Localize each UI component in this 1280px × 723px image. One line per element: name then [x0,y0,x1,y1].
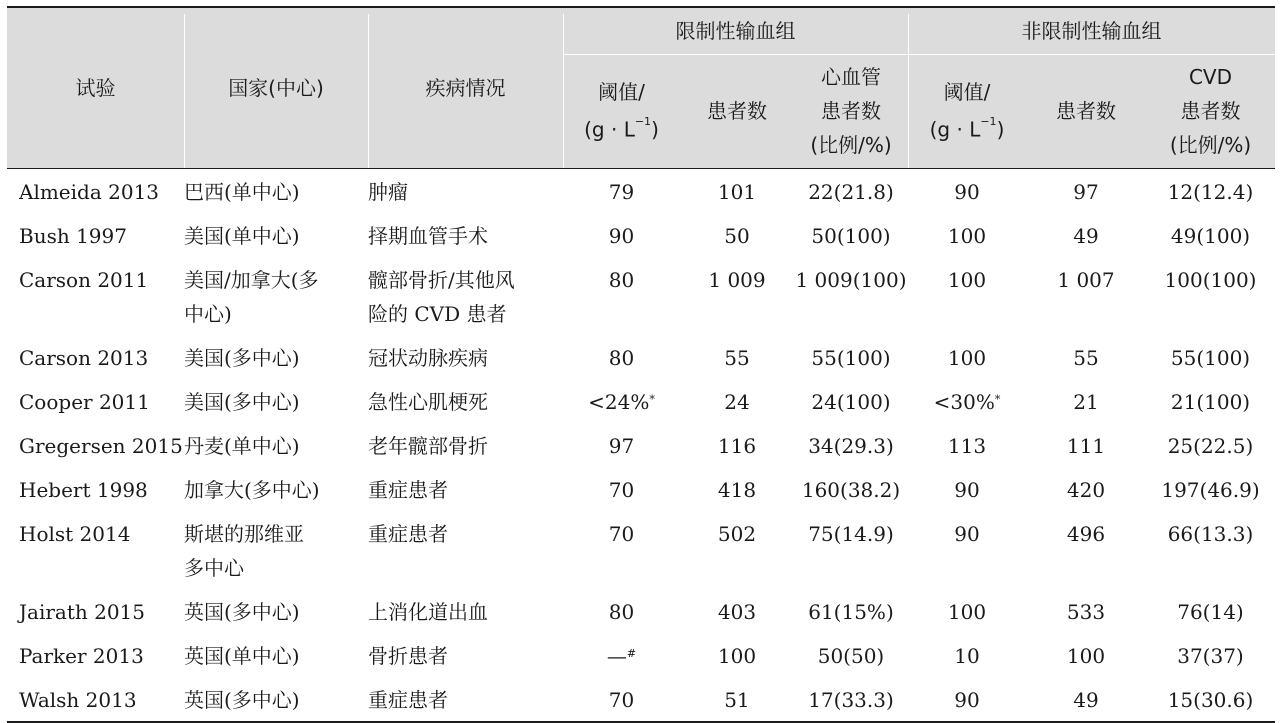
disease-line: 重症患者 [368,522,448,546]
l-cvd-value: 66(13.3) [1167,522,1254,546]
header-r-threshold [563,54,680,168]
l-cvd-value: 197(46.9) [1161,478,1260,502]
cell-r-patients [680,379,794,423]
l-patients-value: 1 007 [1057,268,1115,292]
header-l-threshold [908,54,1026,168]
cell-r-patients [680,213,794,257]
cell-l-patients [1026,257,1146,335]
r-cv-value: 75(14.9) [808,522,894,546]
header-country-label: 国家(中心) [228,76,324,100]
disease-line: 择期血管手术 [368,224,488,248]
cell-disease [368,169,563,213]
cell-country [184,511,368,589]
r-threshold-value: 80 [608,600,635,624]
cell-trial [7,335,184,379]
cell-l-cvd [1146,589,1275,633]
country-line: 多中心 [184,556,244,580]
l-cvd-value: 21(100) [1170,390,1251,414]
table-row [7,379,1275,423]
cell-disease [368,257,563,335]
cell-r-cv [794,511,908,589]
cell-country [184,213,368,257]
cell-country [184,589,368,633]
country-line: 中心) [184,302,232,326]
table-row [7,511,1275,589]
cell-l-threshold [908,677,1026,721]
l-cvd-value: 76(14) [1177,600,1244,624]
cell-trial [7,677,184,721]
cell-r-threshold [563,169,680,213]
cell-r-patients [680,335,794,379]
r-patients-value: 502 [717,522,757,546]
cell-trial [7,589,184,633]
l-threshold-value: <30% [933,390,995,414]
header-disease-label: 疾病情况 [425,76,506,100]
cell-r-patients [680,511,794,589]
disease-line: 骨折患者 [368,644,448,668]
l-threshold-value: 100 [947,346,987,370]
trial-name: Walsh 2013 [19,688,137,712]
cell-r-threshold [563,511,680,589]
trial-name: Bush 1997 [19,224,127,248]
cell-disease [368,379,563,423]
cell-r-threshold [563,589,680,633]
country-line: 英国(多中心) [184,600,300,624]
table-header [7,8,1275,169]
liberal-group-label: 非限制性输血组 [1021,19,1162,43]
l-patients-value: 49 [1073,688,1099,712]
r-patients-value: 101 [717,180,757,204]
r-patients-value: 418 [717,478,757,502]
cell-country [184,677,368,721]
cell-l-threshold [908,511,1026,589]
l-cvd-value: 12(12.4) [1167,180,1254,204]
header-country [184,8,368,168]
cell-trial [7,379,184,423]
table-row [7,677,1275,721]
trial-name: Carson 2011 [19,268,149,292]
cell-l-cvd [1146,379,1275,423]
threshold-label-line2 [584,109,659,147]
l-threshold-value: 100 [947,224,987,248]
table-row [7,169,1275,213]
r-cv-value: 50(50) [817,644,885,668]
l-cvd-value: 100(100) [1164,268,1257,292]
r-threshold-value: 70 [608,522,635,546]
cell-r-patients [680,467,794,511]
cell-country [184,467,368,511]
cell-l-cvd [1146,467,1275,511]
cell-trial [7,423,184,467]
header-liberal-group [908,8,1275,54]
cell-l-patients [1026,423,1146,467]
r-cv-value: 22(21.8) [808,180,894,204]
cell-disease [368,467,563,511]
country-line: 美国(多中心) [184,346,300,370]
trials-table [7,6,1275,723]
disease-line: 髋部骨折/其他风 [368,268,515,292]
table-row [7,213,1275,257]
table-row [7,467,1275,511]
cv-label-line1: 心血管 [820,65,881,89]
cell-l-threshold [908,335,1026,379]
cell-r-threshold [563,257,680,335]
cell-r-threshold [563,213,680,257]
trial-name: Cooper 2011 [19,390,150,414]
cell-l-cvd [1146,335,1275,379]
threshold-label-line2 [930,109,1005,147]
cell-trial [7,467,184,511]
cell-l-patients [1026,633,1146,677]
cell-l-threshold [908,213,1026,257]
r-patients-value: 51 [724,688,750,712]
header-disease [368,8,563,168]
cell-trial [7,213,184,257]
r-patients-value: 24 [724,390,750,414]
cv-label-line2: 患者数 [820,99,881,123]
r-threshold-value: 80 [608,346,635,370]
cell-country [184,379,368,423]
r-threshold-value: 97 [608,434,635,458]
r-patients-value: 116 [717,434,757,458]
l-threshold-value: 113 [947,434,987,458]
l-threshold-value: 90 [954,180,980,204]
patients-label: 患者数 [1056,99,1116,123]
country-line: 丹麦(单中心) [184,434,300,458]
l-cvd-value: 25(22.5) [1167,434,1254,458]
threshold-unit-exponent: −1 [634,115,652,129]
l-patients-value: 100 [1066,644,1106,668]
cell-l-patients [1026,589,1146,633]
l-patients-value: 55 [1073,346,1099,370]
cell-r-threshold [563,467,680,511]
threshold-unit: (g · L [584,117,635,142]
cell-r-patients [680,633,794,677]
cell-disease [368,213,563,257]
cell-l-threshold [908,423,1026,467]
r-threshold-value: 70 [608,478,635,502]
l-threshold-value: 90 [954,478,980,502]
cvd-label-line3: (比例/%) [1169,133,1252,157]
header-trial [7,8,184,168]
disease-line: 急性心肌梗死 [368,390,488,414]
r-patients-value: 55 [724,346,750,370]
l-threshold-value: 90 [954,522,980,546]
disease-line: 肿瘤 [368,180,408,204]
r-cv-value: 50(100) [811,224,891,248]
cell-l-cvd [1146,511,1275,589]
threshold-unit-close: ) [996,117,1005,142]
threshold-unit: (g · L [929,117,981,142]
l-patients-value: 97 [1073,180,1099,204]
cell-disease [368,335,563,379]
cell-l-patients [1026,335,1146,379]
r-patients-value: 100 [717,644,757,668]
r-threshold-value: 90 [608,224,635,248]
cell-l-patients [1026,379,1146,423]
r-threshold-value: <24% [588,390,650,414]
r-cv-value: 160(38.2) [801,478,901,502]
header-l-patients [1026,54,1146,168]
r-cv-value: 1 009(100) [795,268,907,292]
cell-country [184,169,368,213]
cell-country [184,257,368,335]
l-patients-value: 111 [1066,434,1106,458]
cell-r-threshold [563,633,680,677]
country-line: 美国/加拿大(多 [184,268,319,292]
trial-name: Almeida 2013 [19,180,160,204]
r-threshold-value: 79 [608,180,635,204]
header-r-patients [680,54,794,168]
cell-r-cv [794,677,908,721]
cell-r-cv [794,423,908,467]
cell-l-cvd [1146,633,1275,677]
l-patients-value: 533 [1066,600,1106,624]
table-row [7,423,1275,467]
l-patients-value: 420 [1066,478,1106,502]
cell-r-cv [794,257,908,335]
l-cvd-value: 37(37) [1177,644,1244,668]
table-body [7,169,1275,721]
cell-r-cv [794,589,908,633]
disease-line: 老年髋部骨折 [368,434,488,458]
cell-l-threshold [908,379,1026,423]
cell-l-patients [1026,169,1146,213]
l-threshold-footnote-mark: * [994,393,1001,406]
r-cv-value: 55(100) [811,346,891,370]
table-row [7,335,1275,379]
trial-name: Gregersen 2015 [19,434,183,458]
r-threshold-footnote-mark: * [649,393,655,406]
cell-r-patients [680,423,794,467]
r-threshold-value: 70 [608,688,635,712]
header-l-cvd [1146,54,1275,168]
cell-l-cvd [1146,423,1275,467]
table-row [7,633,1275,677]
l-threshold-value: 90 [954,688,980,712]
trial-name: Hebert 1998 [19,478,148,502]
cell-l-threshold [908,467,1026,511]
l-patients-value: 21 [1073,390,1099,414]
cell-trial [7,633,184,677]
trial-name: Parker 2013 [19,644,144,668]
cvd-label-line2: 患者数 [1180,99,1241,123]
header-r-cv [794,54,908,168]
cell-r-threshold [563,677,680,721]
trial-name: Holst 2014 [19,522,131,546]
cell-r-threshold [563,335,680,379]
cvd-label-line1: CVD [1188,65,1233,89]
trial-name: Carson 2013 [19,346,149,370]
cell-r-cv [794,169,908,213]
cell-r-patients [680,589,794,633]
cell-l-cvd [1146,257,1275,335]
cell-l-patients [1026,677,1146,721]
cell-disease [368,589,563,633]
cell-trial [7,257,184,335]
l-patients-value: 49 [1073,224,1099,248]
cell-r-patients [680,677,794,721]
patients-label: 患者数 [707,99,767,123]
cell-trial [7,511,184,589]
country-line: 巴西(单中心) [184,180,300,204]
l-threshold-value: 100 [947,600,987,624]
cell-country [184,335,368,379]
cell-disease [368,511,563,589]
cell-l-patients [1026,213,1146,257]
cell-r-patients [680,169,794,213]
table-row [7,257,1275,335]
r-cv-value: 34(29.3) [808,434,894,458]
country-line: 英国(多中心) [184,688,300,712]
cell-l-cvd [1146,169,1275,213]
cell-r-cv [794,335,908,379]
cell-country [184,633,368,677]
cell-disease [368,677,563,721]
cell-r-cv [794,213,908,257]
cell-l-patients [1026,511,1146,589]
cell-l-threshold [908,169,1026,213]
disease-line: 上消化道出血 [368,600,488,624]
disease-line: 重症患者 [368,688,448,712]
cell-r-patients [680,257,794,335]
country-line: 英国(单中心) [184,644,300,668]
disease-line: 险的 CVD 患者 [368,302,507,326]
disease-line: 重症患者 [368,478,448,502]
disease-line: 冠状动脉疾病 [368,346,488,370]
trial-name: Jairath 2015 [19,600,145,624]
cell-l-cvd [1146,213,1275,257]
table-row [7,589,1275,633]
threshold-label-line1: 阈值/ [598,80,645,105]
header-restrictive-group [563,8,908,54]
country-line: 美国(单中心) [184,224,300,248]
threshold-label-line1: 阈值/ [943,80,991,105]
threshold-unit-close: ) [651,117,659,142]
r-threshold-footnote-mark: # [626,647,637,660]
l-cvd-value: 55(100) [1170,346,1251,370]
country-line: 美国(多中心) [184,390,300,414]
r-patients-value: 1 009 [708,268,766,292]
cell-country [184,423,368,467]
l-threshold-value: 10 [954,644,980,668]
l-cvd-value: 49(100) [1170,224,1251,248]
header-trial-label: 试验 [75,76,116,100]
cell-l-patients [1026,467,1146,511]
l-patients-value: 496 [1066,522,1106,546]
cell-r-cv [794,633,908,677]
cell-l-threshold [908,589,1026,633]
cell-r-threshold [563,379,680,423]
r-cv-value: 24(100) [811,390,891,414]
cell-r-threshold [563,423,680,467]
cell-disease [368,423,563,467]
r-patients-value: 50 [724,224,750,248]
cell-l-threshold [908,257,1026,335]
cell-disease [368,633,563,677]
cv-label-line3: (比例/%) [810,133,892,157]
cell-l-cvd [1146,677,1275,721]
cell-r-cv [794,467,908,511]
country-line: 斯堪的那维亚 [184,522,304,546]
r-threshold-value: — [606,644,627,668]
r-patients-value: 403 [717,600,757,624]
cell-l-threshold [908,633,1026,677]
cell-trial [7,169,184,213]
country-line: 加拿大(多中心) [184,478,320,502]
l-cvd-value: 15(30.6) [1167,688,1254,712]
threshold-unit-exponent: −1 [980,115,997,129]
r-cv-value: 61(15%) [808,600,894,624]
cell-r-cv [794,379,908,423]
r-cv-value: 17(33.3) [808,688,894,712]
l-threshold-value: 100 [947,268,987,292]
restrictive-group-label: 限制性输血组 [675,19,796,43]
r-threshold-value: 80 [608,268,635,292]
